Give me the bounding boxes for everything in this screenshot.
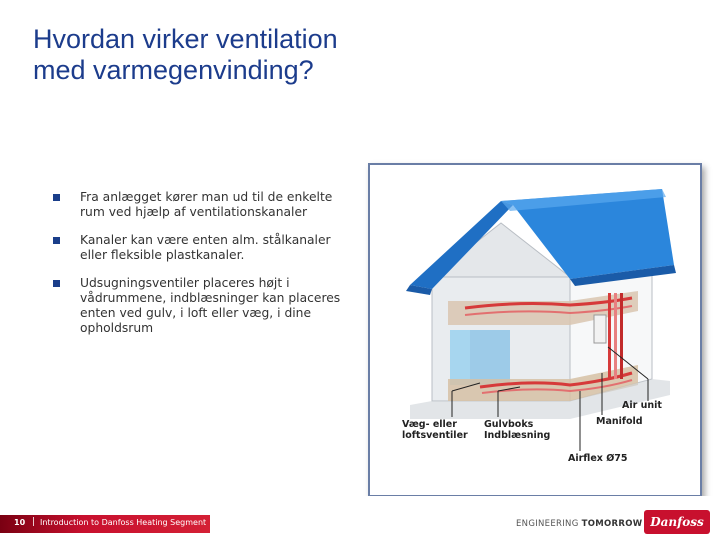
footer-caption: Introduction to Danfoss Heating Segment: [40, 518, 207, 527]
title-line-1: Hvordan virker ventilation: [33, 24, 338, 54]
house-ventilation-illustration: [368, 163, 702, 497]
bullet-item: [52, 190, 342, 220]
label-vaeg-line-2: loftsventiler: [402, 430, 468, 441]
air-unit-box: [594, 315, 606, 343]
slide-title: [33, 24, 593, 86]
tagline: [516, 519, 642, 529]
logo-text: Danfoss: [650, 515, 704, 529]
bullet-item: [52, 276, 342, 336]
bullet-list: [52, 190, 342, 349]
label-air-unit: Air unit: [622, 400, 662, 411]
title-line-2: med varmegenvinding?: [33, 55, 314, 85]
square-bullet-icon: [53, 194, 60, 201]
label-manifold: Manifold: [596, 416, 643, 427]
page-number: 10: [14, 518, 26, 527]
house-illustration-svg: [370, 165, 700, 495]
label-gulvboks-line-1: Gulvboks: [484, 419, 534, 430]
label-gulvboks-line-2: Indblæsning: [484, 430, 551, 441]
bullet-item: [52, 233, 342, 263]
bullet-text: Kanaler kan være enten alm. stålkanaler eller fleksible plastkanaler.: [80, 233, 331, 262]
tagline-bold: TOMORROW: [581, 519, 643, 529]
label-vaeg-line-1: Væg- eller: [402, 419, 457, 430]
square-bullet-icon: [53, 237, 60, 244]
tagline-light: ENGINEERING: [516, 519, 579, 529]
bullet-text: Fra anlægget kører man ud til de enkelte rum ved hjælp af ventilationskanaler: [80, 190, 333, 219]
footer-separator: |: [32, 517, 36, 527]
danfoss-logo-icon: [644, 510, 710, 534]
slide-footer: [0, 496, 720, 540]
square-bullet-icon: [53, 280, 60, 287]
bullet-text: Udsugningsventiler placeres højt i vådrummene, indblæsninger kan placeres enten ved gulv, i loft eller væg, i dine opholdsrum: [80, 276, 341, 335]
label-airflex: Airflex Ø75: [568, 453, 628, 464]
